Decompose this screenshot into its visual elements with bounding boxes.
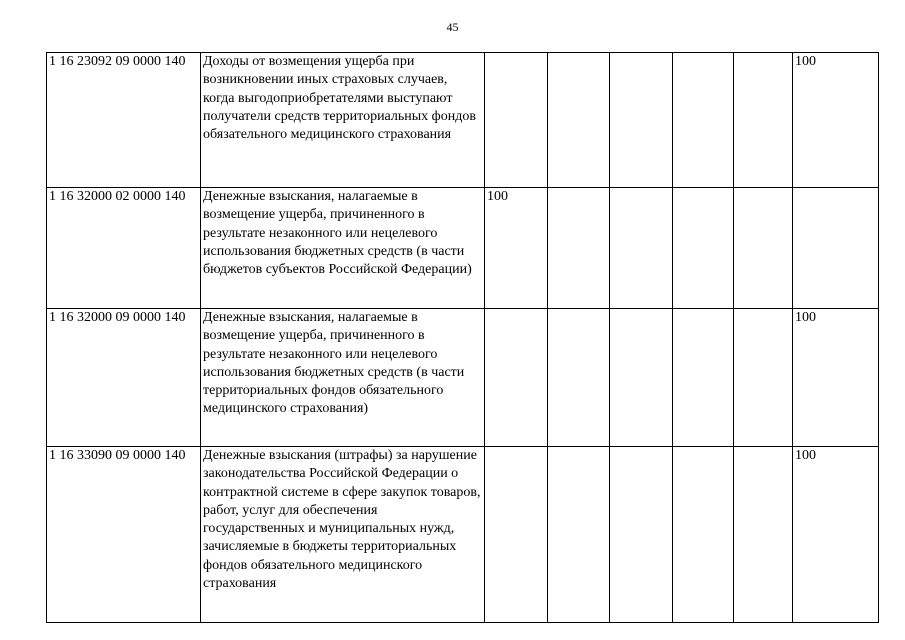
- value-cell-1: [485, 53, 548, 188]
- value-cell-2: [548, 447, 610, 623]
- value-cell-5: [734, 309, 793, 447]
- value-cell-2: [548, 309, 610, 447]
- value-cell-2: [548, 188, 610, 309]
- value-cell-2: [548, 53, 610, 188]
- value-cell-6: 100: [793, 53, 879, 188]
- revenue-description-cell: Денежные взыскания, налагаемые в возмещение ущерба, причиненного в результате незаконного или нецелевого использования бюджетных средств (в части территориальных фондов обязательного медицинского страхования): [201, 309, 485, 447]
- value-cell-1: 100: [485, 188, 548, 309]
- revenue-description-cell: Денежные взыскания (штрафы) за нарушение законодательства Российской Федерации о контрактной системе в сфере закупок товаров, работ, услуг для обеспечения государственных и муниципальных нужд, зачисляемые в бюджеты территориальных фондов обязательного медицинского страхования: [201, 447, 485, 623]
- value-cell-5: [734, 53, 793, 188]
- table-row: [47, 188, 879, 309]
- value-cell-6: 100: [793, 447, 879, 623]
- value-cell-4: [673, 447, 734, 623]
- revenue-description-cell: Денежные взыскания, налагаемые в возмещение ущерба, причиненного в результате незаконного или нецелевого использования бюджетных средств (в части бюджетов субъектов Российской Федерации): [201, 188, 485, 309]
- value-cell-6: [793, 188, 879, 309]
- page-number: 45: [446, 20, 459, 34]
- value-cell-4: [673, 309, 734, 447]
- value-cell-3: [610, 447, 673, 623]
- revenue-description-cell: Доходы от возмещения ущерба при возникновении иных страховых случаев, когда выгодоприобретателями выступают получатели средств территориальных фондов обязательного медицинского страхования: [201, 53, 485, 188]
- value-cell-1: [485, 447, 548, 623]
- value-cell-5: [734, 188, 793, 309]
- value-cell-3: [610, 188, 673, 309]
- revenue-code-cell: 1 16 32000 09 0000 140: [47, 309, 201, 447]
- value-cell-4: [673, 53, 734, 188]
- table-row: [47, 447, 879, 623]
- value-cell-3: [610, 53, 673, 188]
- value-cell-3: [610, 309, 673, 447]
- table-row: [47, 309, 879, 447]
- table-row: [47, 53, 879, 188]
- value-cell-5: [734, 447, 793, 623]
- value-cell-4: [673, 188, 734, 309]
- revenue-distribution-table: [46, 52, 879, 623]
- revenue-code-cell: 1 16 33090 09 0000 140: [47, 447, 201, 623]
- value-cell-1: [485, 309, 548, 447]
- value-cell-6: 100: [793, 309, 879, 447]
- revenue-code-cell: 1 16 23092 09 0000 140: [47, 53, 201, 188]
- revenue-code-cell: 1 16 32000 02 0000 140: [47, 188, 201, 309]
